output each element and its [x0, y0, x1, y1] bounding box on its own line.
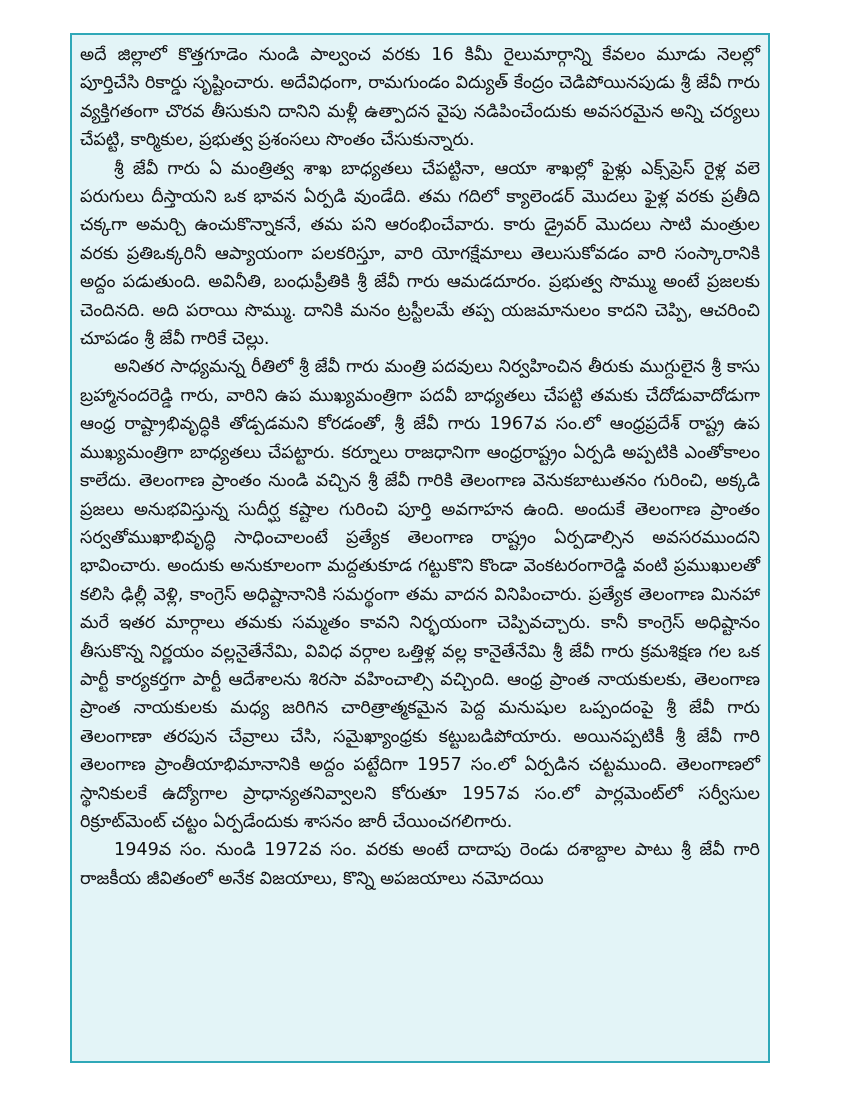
- page-content-frame: [70, 33, 770, 1063]
- paragraph-2: శ్రీ జేవీ గారు ఏ మంత్రిత్వ శాఖ బాధ్యతలు చేపట్టినా, ఆయా శాఖల్లో ఫైళ్లు ఎక్స్‌ప్రెస్ రైళ్ల వలె పరుగులు దీస్తాయని ఒక భావన ఏర్పడి వుండేది. తమ గదిలో క్యాలెండర్ మొదలు ఫైళ్ల వరకు ప్రతీది చక్కగా అమర్చి ఉంచుకొన్నాకనే, తమ పని ఆరంభించేవారు. కారు డ్రైవర్ మొదలు సాటి మంత్రుల వరకు ప్రతిఒక్కరినీ ఆప్యాయంగా పలకరిస్తూ, వారి యోగక్షేమాలు తెలుసుకోవడం వారి సంస్కారానికి అద్దం పడుతుంది. అవినీతి, బంధుప్రీతికి శ్రీ జేవీ గారు ఆమడదూరం. ప్రభుత్వ సొమ్ము అంటే ప్రజలకు చెందినది. అది పరాయి సొమ్ము. దానికి మనం ట్రస్టీలమే తప్ప యజమానులం కాదని చెప్పి, ఆచరించి చూపడం శ్రీ జేవీ గారికే చెల్లు.: [80, 158, 760, 350]
- paragraph-4: 1949వ సం. నుండి 1972వ సం. వరకు అంటే దాదాపు రెండు దశాబ్దాల పాటు శ్రీ జేవీ గారి రాజకీయ జీవితంలో అనేక విజయాలు, కొన్ని అపజయాలు నమోదయి: [80, 840, 760, 889]
- paragraph-3: అనితర సాధ్యమన్న రీతిలో శ్రీ జేవీ గారు మంత్రి పదవులు నిర్వహించిన తీరుకు ముగ్దులైన శ్రీ కాసు బ్రహ్మానందరెడ్డి గారు, వారిని ఉప ముఖ్యమంత్రిగా పదవీ బాధ్యతలు చేపట్టి తమకు చేదోడువాదోడుగా ఆంధ్ర రాష్ట్రాభివృద్ధికి తోడ్పడమని కోరడంతో, శ్రీ జేవీ గారు 1967వ సం.లో ఆంధ్రప్రదేశ్ రాష్ట్ర ఉప ముఖ్యమంత్రిగా బాధ్యతలు చేపట్టారు. కర్నూలు రాజధానిగా ఆంధ్రరాష్ట్రం ఏర్పడి అప్పటికి ఎంతోకాలం కాలేదు. తెలంగాణ ప్రాంతం నుండి వచ్చిన శ్రీ జేవీ గారికి తెలంగాణ వెనుకబాటుతనం గురించి, అక్కడి ప్రజలు అనుభవిస్తున్న సుదీర్ఘ కష్టాల గురించి పూర్తి అవగాహన ఉంది. అందుకే తెలంగాణ ప్రాంతం సర్వతోముఖాభివృద్ధి సాధించాలంటే ప్రత్యేక తెలంగాణ రాష్ట్రం ఏర్పడాల్సిన అవసరముందని భావించారు. అందుకు అనుకూలంగా మద్దతుకూడ గట్టుకొని కొండా వెంకటరంగారెడ్డి వంటి ప్రముఖులతో కలిసి ఢిల్లీ వెళ్లి, కాంగ్రెస్ అధిష్టానానికి సమర్థంగా తమ వాదన వినిపించారు. ప్రత్యేక తెలంగాణ మినహా మరే ఇతర మార్గాలు తమకు సమ్మతం కావని నిర్భయంగా చెప్పివచ్చారు. కానీ కాంగ్రెస్ అధిష్టానం తీసుకొన్న నిర్ణయం వల్లనైతేనేమి, వివిధ వర్గాల ఒత్తిళ్ల వల్ల కానైతేనేమి శ్రీ జేవీ గారు క్రమశిక్షణ గల ఒక పార్టీ కార్యకర్తగా పార్టీ ఆదేశాలను శిరసా వహించాల్సి వచ్చింది. ఆంధ్ర ప్రాంత నాయకులకు, తెలంగాణ ప్రాంత నాయకులకు మధ్య జరిగిన చారిత్రాత్మకమైన పెద్ద మనుషుల ఒప్పందంపై శ్రీ జేవీ గారు తెలంగాణా తరపున చేవ్రాలు చేసి, సమైఖ్యాంధ్రకు కట్టుబడిపోయారు. అయినప్పటికీ శ్రీ జేవీ గారి తెలంగాణ ప్రాంతీయాభిమానానికి అద్దం పట్టేదిగా 1957 సం.లో ఏర్పడిన చట్టముంది. తెలంగాణలో స్థానికులకే ఉద్యోగాల ప్రాధాన్యతనివ్వాలని కోరుతూ 1957వ సం.లో పార్లమెంట్‌లో సర్వీసుల రిక్రూట్‌మెంట్ చట్టం ఏర్పడేందుకు శాసనం జారీ చేయించగలిగారు.: [80, 357, 760, 832]
- paragraph-1: అదే జిల్లాలో కొత్తగూడెం నుండి పాల్వంచ వరకు 16 కిమీ రైలుమార్గాన్ని కేవలం మూడు నెలల్లో పూర్తిచేసి రికార్డు సృష్టించారు. అదేవిధంగా, రామగుండం విద్యుత్ కేంద్రం చెడిపోయినపుడు శ్రీ జేవీ గారు వ్యక్తిగతంగా చొరవ తీసుకుని దానిని మళ్లీ ఉత్పాదన వైపు నడిపించేందుకు అవసరమైన అన్ని చర్యలు చేపట్టి, కార్మికుల, ప్రభుత్వ ప్రశంసలు సొంతం చేసుకున్నారు.: [80, 45, 760, 151]
